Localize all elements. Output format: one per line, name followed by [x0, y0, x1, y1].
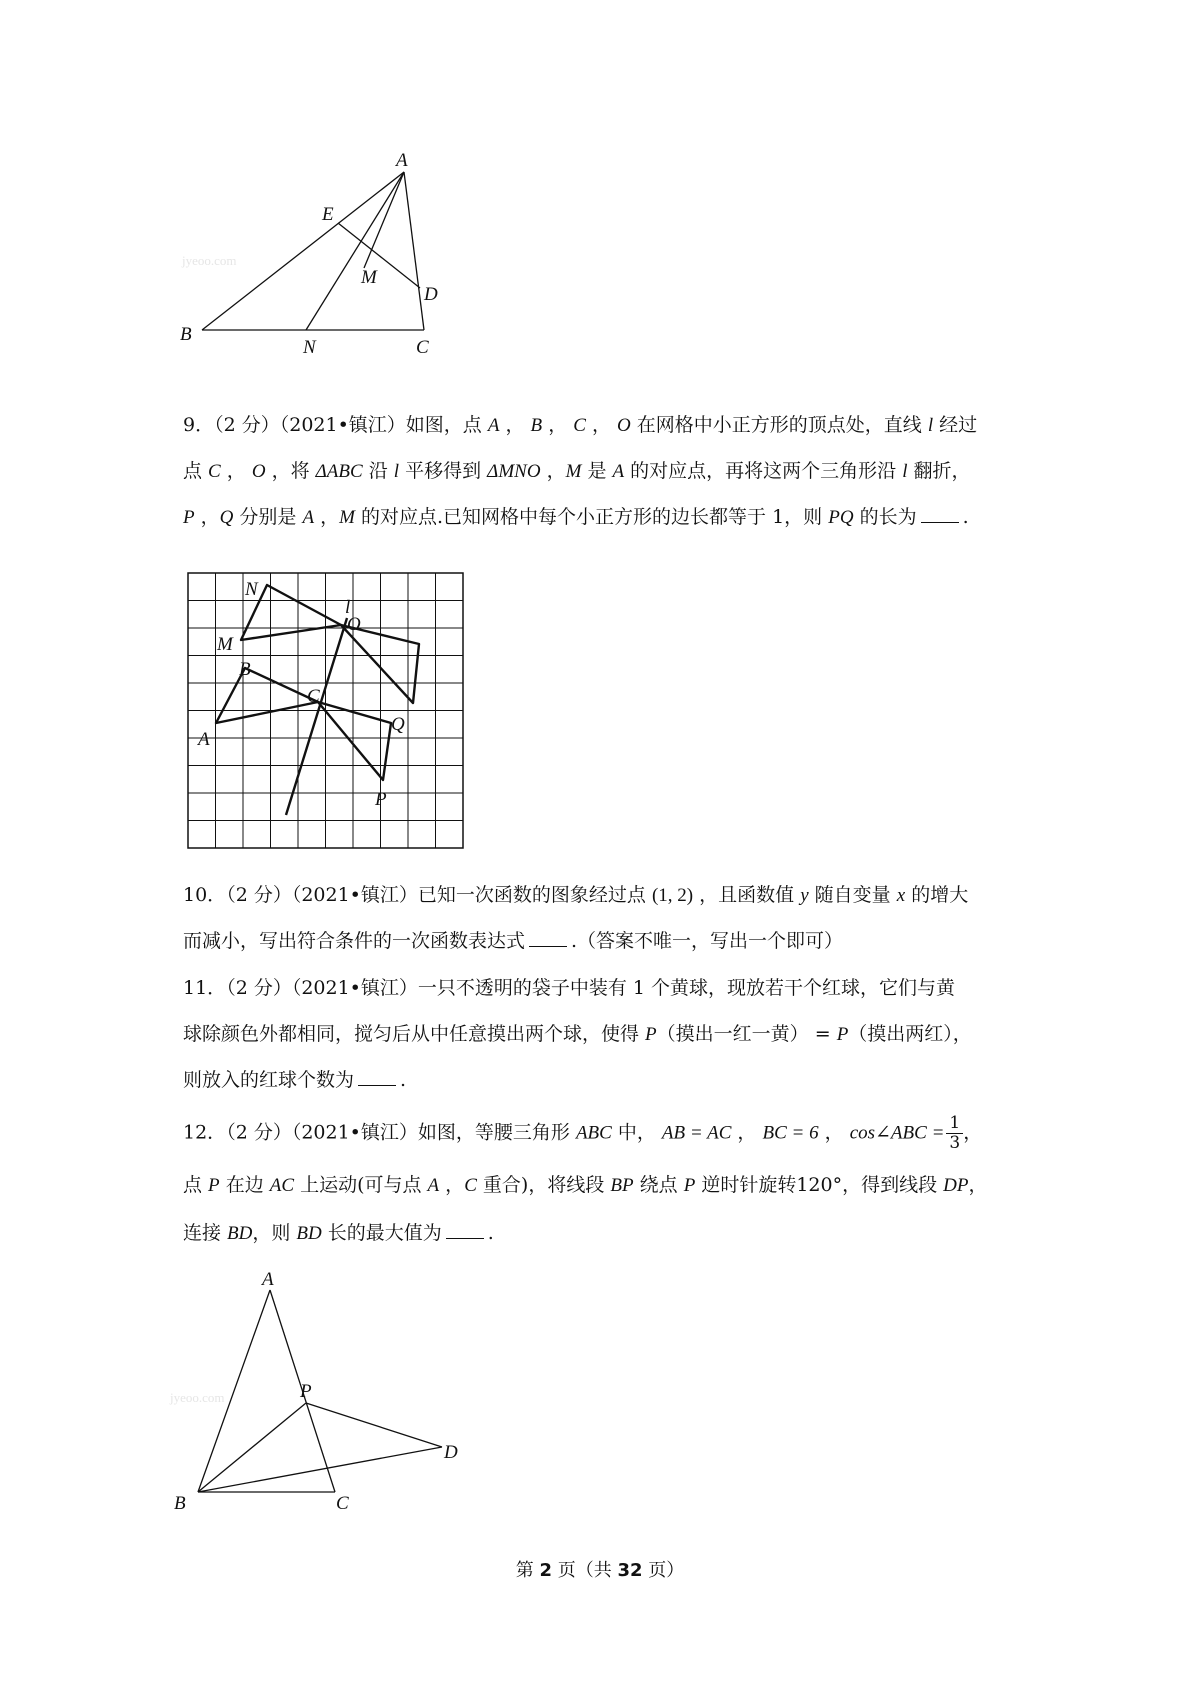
label-q: Q [391, 714, 405, 735]
label-n: N [303, 337, 316, 358]
label-o: O [347, 614, 361, 635]
label-c: C [336, 1493, 349, 1514]
question-9-line-3: P ，Q 分别是 A ，M 的对应点.已知网格中每个小正方形的边长都等于 1，则 PQ 的长为 . [183, 506, 969, 528]
label-b: B [239, 659, 251, 680]
figure-triangle-emdn [180, 150, 440, 390]
answer-blank [358, 1071, 396, 1086]
label-l: l [345, 597, 351, 618]
question-9-line-2: 点 C ， O ，将 ΔABC 沿 l 平移得到 ΔMNO ，M 是 A 的对应点，再将这两个三角形沿 l 翻折， [183, 460, 971, 482]
triangle-abc [216, 668, 318, 723]
question-11-line-3: 则放入的红球个数为 . [183, 1069, 407, 1091]
question-10 [183, 880, 1033, 970]
label-a: A [198, 729, 210, 750]
segment-pd [306, 1403, 442, 1447]
label-c: C [307, 686, 320, 707]
question-10-line-1: 10．（2 分）（2021•镇江）已知一次函数的图象经过点 (1, 2) ，且函数值 y 随自变量 x 的增大 [183, 884, 969, 906]
label-m: M [361, 267, 377, 288]
label-e: E [322, 204, 334, 225]
question-12-line-2: 点 P 在边 AC 上运动(可与点 A ，C 重合)，将线段 BP 绕点 P 逆时针旋转120°，得到线段 DP， [183, 1174, 988, 1196]
label-d: D [444, 1442, 458, 1463]
label-b: B [180, 324, 192, 345]
label-b: B [174, 1493, 186, 1514]
answer-blank [529, 932, 567, 947]
figure-grid [183, 565, 483, 860]
answer-blank [921, 508, 959, 523]
label-a: A [262, 1269, 274, 1290]
question-11-line-2: 球除颜色外都相同，搅匀后从中任意摸出两个球，使得 P（摸出一红一黄） = P（摸出两红）， [183, 1023, 972, 1045]
question-11 [183, 973, 1033, 1103]
label-p: P [375, 789, 387, 810]
question-12-line-3: 连接 BD，则 BD 长的最大值为 . [183, 1222, 494, 1244]
segment-ac [404, 172, 424, 330]
line-l [286, 618, 347, 815]
label-d: D [424, 284, 438, 305]
question-10-line-2: 而减小，写出符合条件的一次函数表达式 .（答案不唯一，写出一个即可） [183, 930, 844, 952]
label-c: C [416, 337, 429, 358]
question-9 [183, 410, 1033, 540]
question-11-line-1: 11．（2 分）（2021•镇江）一只不透明的袋子中装有 1 个黄球，现放若干个红球，它们与黄 [183, 977, 956, 999]
figure-rotation [170, 1265, 500, 1525]
segment-am [364, 172, 404, 268]
answer-blank [446, 1224, 484, 1239]
fraction-one-third: $\frac{1}{3}$ [946, 1114, 963, 1153]
segment-an [306, 172, 404, 330]
watermark: jyeoo.com [182, 253, 237, 268]
question-12-line-1: 12．（2 分）（2021•镇江）如图，等腰三角形 ABC 中， AB = AC ， BC = 6 ， cos∠ABC = $\frac{1}{3}$ ， [183, 1113, 983, 1153]
segment-bd [198, 1447, 442, 1492]
page-footer: 第 2 页（共 32 页） [515, 1560, 685, 1581]
question-9-line-1: 9．（2 分）（2021•镇江）如图，点 A ， B ， C ， O 在网格中小正方形的顶点处，直线 l 经过 [183, 414, 978, 436]
watermark: jyeoo.com [170, 1390, 225, 1405]
page-number: 2 [539, 1560, 552, 1581]
page-total: 32 [617, 1560, 643, 1581]
question-12 [183, 1113, 1033, 1266]
label-n: N [245, 579, 258, 600]
label-p: P [300, 1381, 312, 1402]
label-a: A [396, 150, 408, 171]
label-m: M [217, 634, 233, 655]
